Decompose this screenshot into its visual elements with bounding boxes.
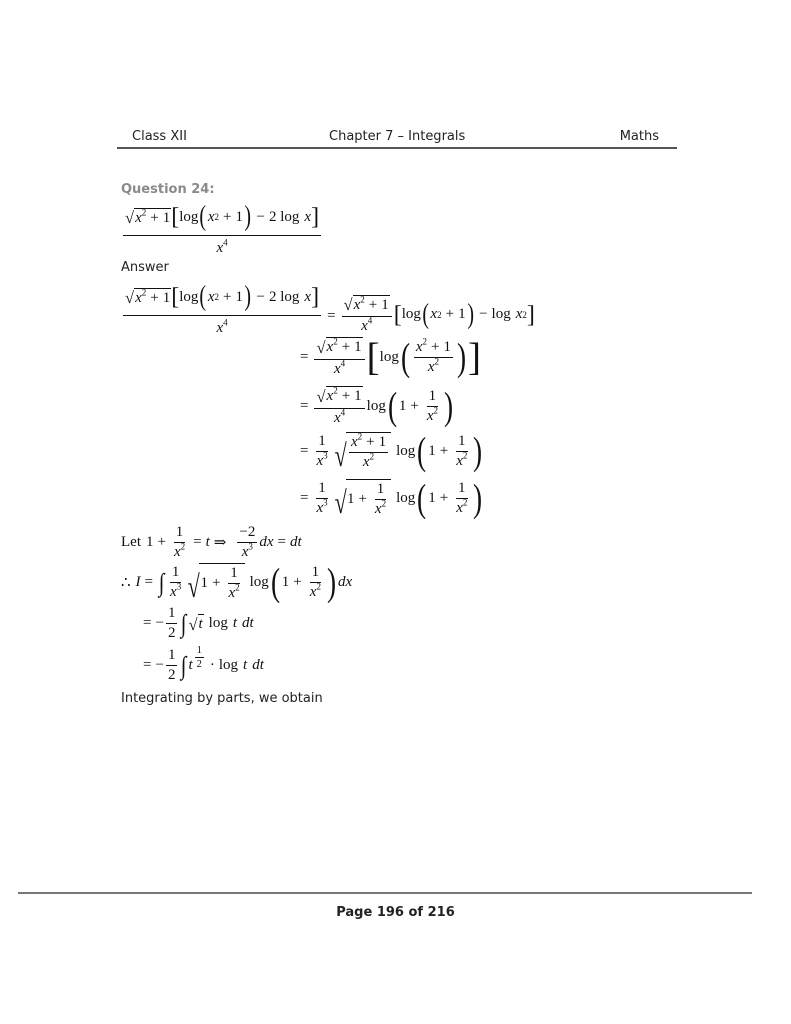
integral-I-line: ∴ I = ∫ $\frac{1}{x^3}$ √ 1 + $\frac{1}{x^2}$ log ( 1 + $\frac{1}{x^2}$ ) dx	[121, 561, 353, 604]
question-label: Question 24:	[121, 182, 215, 197]
answer-step-4: = $\frac{1}{x^3}$ √ $\frac{x^2 + 1}{x^2}$ log ( 1 + $\frac{1}{x^2}$ )	[300, 430, 483, 473]
page-header	[117, 129, 677, 149]
header-subject: Maths	[619, 129, 659, 144]
answer-step-5: = $\frac{1}{x^3}$ √ 1 + $\frac{1}{x^2}$ log ( 1 + $\frac{1}{x^2}$ )	[300, 477, 483, 520]
question-expression	[121, 203, 323, 257]
answer-step-1: √ $x^2 + 1$ [ log ( x 2 + 1 ) − 2 log x ] $x^4$ = √ $x^2 + 1$ $x^4$ [ log ( x 2 + 1 ) − log x 2 ]	[125, 281, 535, 336]
radical: √ $x^2 + 1$	[125, 207, 171, 228]
page-number: Page 196 of 216	[336, 905, 455, 920]
substitution-line: Let 1 + $\frac{1}{x^2}$ = t ⇒ $\frac{-2}{x^3}$ dx = dt	[121, 524, 302, 560]
footer-divider	[18, 892, 752, 894]
integral-step-sqrt: = − $\frac{1}{2}$ ∫ √ t log t dt	[143, 605, 254, 641]
fraction: √ $x^2 + 1$ [ log ( x 2 + 1 ) − 2 log x ] $x^4$	[125, 201, 320, 256]
answer-step-3: = √ $x^2 + 1$ $x^4$ log ( 1 + $\frac{1}{x^2}$ )	[300, 384, 454, 428]
closing-text: Integrating by parts, we obtain	[121, 691, 323, 706]
integral-step-power: = − $\frac{1}{2}$ ∫ t $\frac{1}{2}$ · log t dt	[143, 645, 264, 683]
header-chapter: Chapter 7 – Integrals	[329, 129, 466, 144]
header-class: Class XII	[132, 129, 187, 144]
answer-label: Answer	[121, 260, 169, 275]
answer-step-2: = √ $x^2 + 1$ $x^4$ [ log ( $\frac{x^2 + 1}{x^2}$ ) ]	[300, 335, 481, 379]
